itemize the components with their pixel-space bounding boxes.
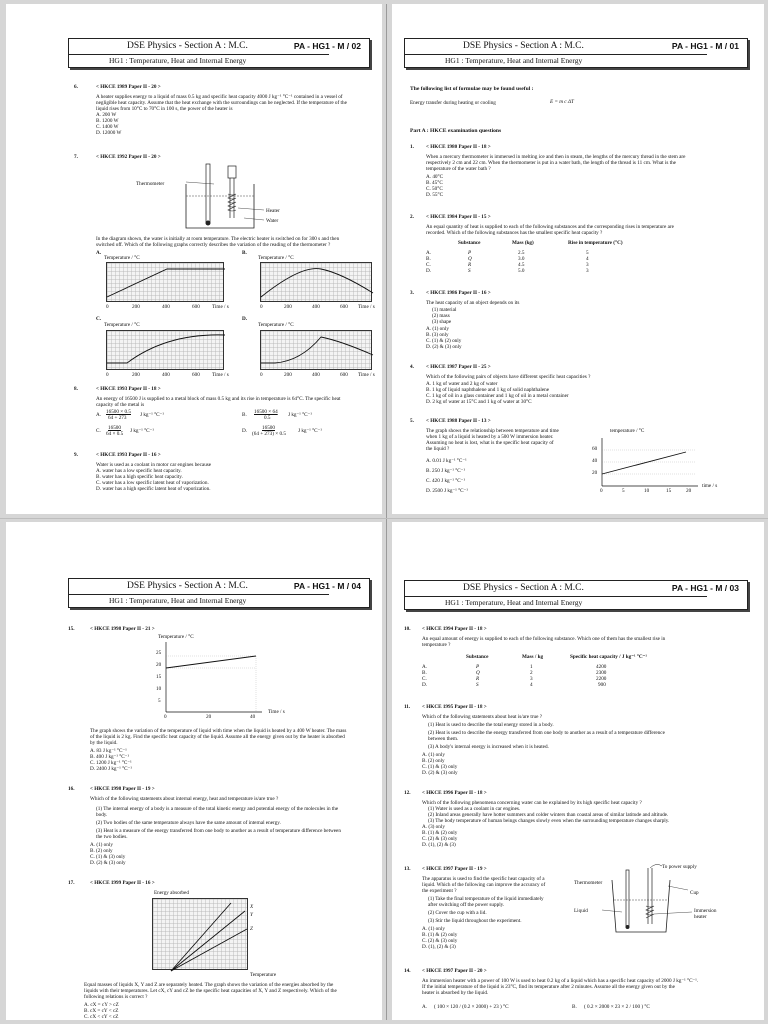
graph-xlabel: Time / s [358, 372, 375, 378]
graph-xtick: 5 [622, 488, 625, 494]
question-text-line: If the initial temperature of the liquid is 23°C, find its temperature after 2 minutes. Assume all the energy given out by the [422, 984, 675, 990]
graph-ytick: 15 [156, 674, 162, 680]
graph-tick: 200 [284, 372, 292, 378]
table-cell: P [468, 250, 472, 256]
header-subtitle: HG1 : Temperature, Heat and Internal Energy [69, 594, 329, 605]
graph-a [106, 262, 224, 302]
graph-xlabel: time / s [702, 483, 718, 489]
graph-ytick: 20 [156, 662, 162, 668]
option-c: C. (1) & (3) only [90, 854, 126, 860]
statement: body. [96, 812, 108, 818]
table-cell: Q [468, 256, 472, 262]
graph-ytick: 5 [158, 698, 161, 704]
statement: (1) material [432, 307, 457, 313]
question-source: < HKCE 1997 Paper II - 19 > [422, 866, 487, 872]
question-text-line: respectively 2 cm and 22 cm. When the thermometer is put in a water bath, the length of the thread is 11 cm. What is the [426, 160, 676, 166]
option-d: D. 2400 J kg⁻¹ °C⁻¹ [90, 766, 132, 772]
option-c-label: C. [96, 428, 101, 434]
table-cell: B. [426, 256, 431, 262]
graph-tick: 600 [340, 304, 348, 310]
question-text-line: Which of the following phenomena concerning water can be explained by its high specific heat capacity ? [422, 800, 642, 806]
statement: (3) Heat is a measure of the energy transferred from one body to another as a result of temperature difference between [96, 828, 341, 834]
table-cell: 900 [598, 682, 606, 688]
question-number: 5. [410, 418, 414, 424]
option-a: A. 40°C [426, 174, 444, 180]
option-d: D. 12000 W [96, 130, 122, 136]
option-b: B. 1200 W [96, 118, 119, 124]
statement: (2) Inland areas generally have hotter summers and colder winters than coastal areas of similar latitude and altitude. [428, 812, 669, 818]
table-cell: 3 [586, 268, 589, 274]
question-source: < HKCE 1989 Paper II - 20 > [96, 84, 161, 90]
question-text-line: An equal amount of energy is supplied to each of the following substance. Which one of them has the smallest rise in [422, 636, 666, 642]
question-text-line: The apparatus is used to find the specific heat capacity of a [422, 876, 545, 882]
option-c: C. 1200 J kg⁻¹ °C⁻¹ [90, 760, 132, 766]
question-text-line: Which of the following statements about heat is/are true ? [422, 714, 542, 720]
option-b-label: B. [572, 1004, 577, 1010]
table-cell: Q [476, 670, 480, 676]
question-text-line: the experiment ? [422, 888, 457, 894]
option-b: B. (1) & (2) only [422, 932, 458, 938]
graph-label-a: A. [96, 250, 102, 256]
table-cell: B. [422, 670, 427, 676]
graph-label-c: C. [96, 316, 102, 322]
table-header: Mass / kg [522, 654, 544, 660]
table-cell: R [468, 262, 472, 268]
series-label-z: Z [250, 926, 253, 932]
question-source: < HKCE 1997 Paper II - 20 > [422, 968, 487, 974]
question-source: < HKCE 1994 Paper II - 18 > [422, 626, 487, 632]
option-a: A. (3) only [422, 824, 445, 830]
option-a: A. 83 J kg⁻¹ °C⁻¹ [90, 748, 127, 754]
table-cell: 2 [530, 670, 533, 676]
option-b: B. cX = cY < cZ [84, 1008, 119, 1014]
table-cell: A. [426, 250, 432, 256]
graph-xlabel: Time / s [212, 372, 229, 378]
graph-ylabel: Temperature / °C [104, 322, 140, 328]
option-a-denominator: 64 + 273 [108, 415, 127, 421]
question-number: 4. [410, 364, 414, 370]
formula: E = m c ΔT [550, 99, 574, 105]
question-text-line: temperature ? [422, 642, 451, 648]
header-title: DSE Physics - Section A : M.C. [127, 581, 248, 591]
graph-tick: 400 [162, 372, 170, 378]
option-unit: J kg⁻¹ °C⁻¹ [140, 412, 164, 418]
graph-ylabel: Energy absorbed [154, 890, 189, 896]
statement: between them. [428, 736, 459, 742]
question-text-line: Assuming no heat is lost, what is the specific heat capacity of [426, 440, 554, 446]
table-cell: 4.5 [518, 262, 525, 268]
table-cell: 3 [586, 262, 589, 268]
question-text-line: liquid. Which of the following can improve the accuracy of [422, 882, 546, 888]
graph-ylabel: Temperature / °C [258, 322, 294, 328]
formula-heading: The following list of formulae may be found useful : [410, 86, 534, 92]
table-cell: D. [422, 682, 428, 688]
question-text-line: the liquid ? [426, 446, 450, 452]
question-number: 12. [404, 790, 411, 796]
question-number: 3. [410, 290, 414, 296]
graph-tick: 400 [312, 372, 320, 378]
question-number: 17. [68, 880, 75, 886]
graph-ytick: 25 [156, 650, 162, 656]
table-cell: 3 [530, 676, 533, 682]
question-text-line: A heater supplies energy to a liquid of mass 0.5 kg and specific heat capacity 4000 J kg⁻¹ °C⁻¹ contained in a vessel of [96, 94, 343, 100]
graph-xtick: 40 [250, 714, 256, 720]
question-text-line: When a mercury thermometer is immersed in melting ice and then in steam, the lengths of the mercury thread in the stem are [426, 154, 686, 160]
table-header: Rise in temperature (°C) [568, 240, 623, 246]
graph-c [106, 330, 224, 370]
table-cell: 1 [530, 664, 533, 670]
question-source: < HKCE 1988 Paper II - 13 > [426, 418, 491, 424]
graph-label-d: D. [242, 316, 248, 322]
page-01 [392, 4, 764, 514]
graph-ytick: 40 [592, 458, 598, 464]
option-d: D. (2) & (3) only [422, 770, 458, 776]
series-label-y: Y [250, 912, 253, 918]
table-cell: C. [426, 262, 431, 268]
header-code: PA - HG1 - M / 02 [293, 41, 361, 51]
statement: (3) shape [432, 319, 452, 325]
question-text-line: capacity of the metal is [96, 402, 145, 408]
option-d: D. (1), (2) & (3) [422, 944, 456, 950]
part-heading: Part A : HKCE examination questions [410, 128, 502, 134]
table-header: Mass (kg) [512, 240, 534, 246]
option-b: B. (2) only [90, 848, 113, 854]
question-number: 9. [74, 452, 78, 458]
formula-label: Energy transfer during heating or cooling [410, 100, 496, 106]
option-c: C. 1400 W [96, 124, 119, 130]
option-unit: J kg⁻¹ °C⁻¹ [130, 428, 154, 434]
label-water: Water [266, 218, 279, 224]
table-cell: 2200 [596, 676, 607, 682]
graph-xlabel: Time / s [212, 304, 229, 310]
question-source: < HKCE 1986 Paper II - 16 > [426, 290, 491, 296]
table-header: Substance [458, 240, 481, 246]
label-cup: Cup [690, 890, 699, 896]
statement: (2) Heat is used to describe the energy transferred from one body to another as a result of a temperature difference [428, 730, 665, 736]
option-b: B. 400 J kg⁻¹ °C⁻¹ [90, 754, 130, 760]
table-cell: R [476, 676, 480, 682]
option-a: A. (1) only [426, 326, 449, 332]
table-cell: 4 [530, 682, 533, 688]
table-cell: 5.0 [518, 268, 525, 274]
option-d-denominator: (64 + 273) × 0.5 [252, 431, 286, 437]
option-d-label: D. [242, 428, 248, 434]
label-thermometer: Thermometer [136, 181, 165, 187]
graph-xtick: 0 [600, 488, 603, 494]
table-cell: 4200 [596, 664, 607, 670]
graph-tick: 400 [162, 304, 170, 310]
header-code: PA - HG1 - M / 01 [671, 41, 739, 51]
graph-tick: 600 [192, 304, 200, 310]
question-text-line: recorded. Which of the following substances has the smallest specific heat capacity ? [426, 230, 603, 236]
question-text-line: The graph shows the variation of the temperature of liquid with time when the liquid is heated by a 400 W heater. The mass [90, 728, 347, 734]
question-number: 6. [74, 84, 78, 90]
question-number: 14. [404, 968, 411, 974]
header-subtitle: HG1 : Temperature, Heat and Internal Energy [405, 596, 707, 607]
question-source: < HKCE 1993 Paper II - 16 > [96, 452, 161, 458]
graph-d [260, 330, 372, 370]
question-text-line: of the liquid is 2 kg. Find the specific heat capacity of the liquid. Assume all the energy given out by the heater is absorbed [90, 734, 345, 740]
graph-ytick: 10 [156, 686, 162, 692]
option-a-label: A. [422, 1004, 428, 1010]
graph-ytick: 20 [592, 470, 598, 476]
header-title: DSE Physics - Section A : M.C. [463, 41, 584, 51]
option-b: B. 250 J kg⁻¹ °C⁻¹ [426, 468, 466, 474]
option-a: A. (1) only [90, 842, 113, 848]
page-header [68, 578, 370, 608]
table-cell: 2300 [596, 670, 607, 676]
option-c: C. (1) & (3) only [422, 764, 458, 770]
table-header: Specific heat capacity / J kg⁻¹ °C⁻¹ [570, 654, 647, 660]
statement: (1) Water is used as a coolant in car engines. [428, 806, 521, 812]
question-source: < HKCE 1993 Paper II - 18 > [96, 386, 161, 392]
table-cell: S [468, 268, 471, 274]
option-c: C. 50°C [426, 186, 443, 192]
question-text-line: Which of the following statements about internal energy, heat and temperature is/are true ? [90, 796, 279, 802]
question-text-line: by the liquid. [90, 740, 118, 746]
option-d: D. water has a high specific latent heat of vaporization. [96, 486, 211, 492]
option-b: B. (2) only [422, 758, 445, 764]
option-c: C. 1 kg of oil in a glass container and 1 kg of oil in a metal container [426, 393, 569, 399]
question-source: < HKCE 1992 Paper II - 20 > [96, 154, 161, 160]
apparatus-diagram [602, 866, 698, 936]
energy-temperature-graph [152, 898, 248, 970]
graph-xtick: 15 [666, 488, 672, 494]
graph-tick: 0 [260, 372, 263, 378]
option-d: D. 55°C [426, 192, 444, 198]
table-cell: 5 [586, 250, 589, 256]
option-d: D. (1), (2) & (3) [422, 842, 456, 848]
graph-xtick: 0 [164, 714, 167, 720]
graph-b [260, 262, 372, 302]
graph-tick: 0 [106, 372, 109, 378]
option-b: B. 45°C [426, 180, 443, 186]
option-b-numerator: 16500 × 64 [254, 409, 278, 415]
question-text-line: liquids with their temperatures. Let cX, cY and cZ be the specific heat capacities of X, Y and Z respectively. Which of the [84, 988, 337, 994]
question-text-line: An energy of 16500 J is supplied to a metal block of mass 0.5 kg and its rise in temperature is 64°C. The specific heat [96, 396, 341, 402]
option-a-expression: ( 100 × 120 / (0.2 × 2000) + 23 ) °C [434, 1004, 509, 1010]
statement: (2) Cover the cup with a lid. [428, 910, 487, 916]
page-gap-vertical [386, 4, 387, 1020]
header-code: PA - HG1 - M / 03 [671, 583, 739, 593]
question-source: < HKCE 1998 Paper II - 19 > [90, 786, 155, 792]
option-a: A. 0.01 J kg⁻¹ °C⁻¹ [426, 458, 467, 464]
option-unit: J kg⁻¹ °C⁻¹ [298, 428, 322, 434]
option-c-numerator: 16500 [108, 425, 121, 431]
table-cell: A. [422, 664, 428, 670]
table-cell: C. [422, 676, 427, 682]
graph-xtick: 20 [686, 488, 692, 494]
option-c: C. cX < cY < cZ [84, 1014, 119, 1020]
graph-xtick: 20 [206, 714, 212, 720]
option-a: A. (1) only [422, 752, 445, 758]
option-d: D. (2) & (3) only [90, 860, 126, 866]
question-text-line: In the diagram shown, the water is initially at room temperature. The electric heater is switched on for 300 s and then [96, 236, 340, 242]
graph-xlabel: Time / s [358, 304, 375, 310]
option-unit: J kg⁻¹ °C⁻¹ [288, 412, 312, 418]
page-header [404, 38, 748, 68]
table-cell: 3.0 [518, 256, 525, 262]
series-label-x: X [250, 904, 254, 910]
table-cell: 4 [586, 256, 589, 262]
option-b-label: B. [242, 412, 247, 418]
label-power-supply: To power supply [662, 864, 697, 870]
header-subtitle: HG1 : Temperature, Heat and Internal Energy [69, 54, 329, 65]
graph-xtick: 10 [644, 488, 650, 494]
option-b: B. (3) only [426, 332, 449, 338]
question-number: 8. [74, 386, 78, 392]
page-header [404, 580, 748, 610]
question-text-line: negligible heat capacity. Assume that the heat exchange with the surroundings can be neglected. If the temperature of the [96, 100, 347, 106]
statement: (1) The internal energy of a body is a measure of the total kinetic energy and potential energy of the molecules in the [96, 806, 339, 812]
header-subtitle: HG1 : Temperature, Heat and Internal Energy [405, 54, 707, 65]
question-number: 15. [68, 626, 75, 632]
question-text-line: An immersion heater with a power of 100 W is used to heat 0.2 kg of a liquid which has a specific heat capacity of 2000 J kg⁻¹ °C⁻¹. [422, 978, 699, 984]
question-text-line: heater is absorbed by the liquid. [422, 990, 489, 996]
graph-ytick: 60 [592, 446, 598, 452]
question-number: 16. [68, 786, 75, 792]
statement: (1) Take the final temperature of the liquid immediately [428, 896, 544, 902]
question-number: 1. [410, 144, 414, 150]
question-number: 11. [404, 704, 411, 710]
label-immersion-heater: Immersion heater [694, 908, 717, 921]
page-02 [6, 4, 382, 514]
statement: the two bodies. [96, 834, 128, 840]
option-d: D. 2 kg of water at 15°C and 1 kg of water at 30°C [426, 399, 532, 405]
question-text-line: when 1 kg of a liquid is heated by a 500 W immersion heater. [426, 434, 554, 440]
graph-tick: 200 [284, 304, 292, 310]
question-source: < HKCE 1996 Paper II - 18 > [422, 790, 487, 796]
option-a: A. water has a low specific heat capacity. [96, 468, 182, 474]
statement: (2) mass [432, 313, 450, 319]
beaker-diagram [184, 162, 274, 232]
statement: (2) Two bodies of the same temperature always have the same amount of internal energy. [96, 820, 281, 826]
question-text-line: An equal quantity of heat is supplied to each of the following substances and the corresponding rises in temperature are [426, 224, 674, 230]
question-text-line: Which of the following pairs of objects have different specific heat capacities ? [426, 374, 591, 380]
option-d: D. (2) & (3) only [426, 344, 462, 350]
table-cell: D. [426, 268, 432, 274]
graph-ylabel: Temperature / °C [258, 255, 294, 261]
option-b: B. water has a high specific heat capacity. [96, 474, 183, 480]
statement: after switching off the power supply. [428, 902, 505, 908]
question-text-line: switched off. Which of the following graphs correctly describes the variation of the reading of the thermometer ? [96, 242, 331, 248]
graph-ylabel: Temperature / °C [104, 255, 140, 261]
page-gap-horizontal [0, 518, 768, 519]
question-source: < HKCE 1998 Paper II - 21 > [90, 626, 155, 632]
question-number: 13. [404, 866, 411, 872]
question-source: < HKCE 1999 Paper II - 16 > [90, 880, 155, 886]
header-title: DSE Physics - Section A : M.C. [127, 41, 248, 51]
option-b-expression: ( 0.2 × 2000 × 23 × 2 / 100 ) °C [584, 1004, 650, 1010]
question-text-line: following relations is correct ? [84, 994, 148, 1000]
statement: (3) The body temperature of human beings changes slowly even when the surrounding temperature changes sharply. [428, 818, 670, 824]
statement: (1) Heat is used to describe the total energy stored in a body. [428, 722, 554, 728]
temperature-time-graph [146, 640, 266, 720]
option-a: A. (1) only [422, 926, 445, 932]
graph-ylabel: temperature / °C [610, 428, 645, 434]
graph-xlabel: Time / s [268, 709, 285, 715]
table-cell: 2.5 [518, 250, 525, 256]
option-c: C. (2) & (3) only [422, 836, 458, 842]
header-title: DSE Physics - Section A : M.C. [463, 583, 584, 593]
graph-tick: 200 [132, 304, 140, 310]
option-a-numerator: 16500 × 0.5 [106, 409, 131, 415]
option-b: B. 1 kg of liquid naphthalene and 1 kg of solid naphthalene [426, 387, 550, 393]
graph-tick: 600 [340, 372, 348, 378]
label-thermometer: Thermometer [574, 880, 603, 886]
graph-tick: 400 [312, 304, 320, 310]
statement: (3) A body's internal energy is increased when it is heated. [428, 744, 549, 750]
option-b: B. (1) & (2) only [422, 830, 458, 836]
option-c: C. (2) & (3) only [422, 938, 458, 944]
option-d: D. 2500 J kg⁻¹ °C⁻¹ [426, 488, 468, 494]
graph-xlabel: Temperature [250, 972, 277, 978]
question-text-line: temperature of the water bath ? [426, 166, 491, 172]
option-c: C. (1) & (2) only [426, 338, 462, 344]
graph-tick: 0 [106, 304, 109, 310]
graph-tick: 200 [132, 372, 140, 378]
question-number: 10. [404, 626, 411, 632]
question-text-line: liquid rises from 10°C to 70°C in 100 s, the power of the heater is [96, 106, 233, 112]
page-header [68, 38, 370, 68]
table-cell: P [476, 664, 480, 670]
question-text-line: The heat capacity of an object depends on its [426, 300, 520, 306]
page-04 [6, 522, 382, 1020]
option-c: C. water has a low specific latent heat of vaporization. [96, 480, 209, 486]
option-a: A. 200 W [96, 112, 117, 118]
graph-tick: 600 [192, 372, 200, 378]
header-code: PA - HG1 - M / 04 [293, 581, 361, 591]
option-a-label: A. [96, 412, 102, 418]
question-text-line: Equal masses of liquids X, Y and Z are separately heated. The graph shows the variation of the energies absorbed by the [84, 982, 334, 988]
question-text-line: Water is used as a coolant in motor car engines because [96, 462, 212, 468]
question-source: < HKCE 1984 Paper II - 15 > [426, 214, 491, 220]
option-a: A. 1 kg of water and 2 kg of water [426, 381, 498, 387]
page-03 [392, 522, 764, 1020]
question-number: 2. [410, 214, 414, 220]
table-header: Substance [466, 654, 489, 660]
option-d-numerator: 16500 [262, 425, 275, 431]
option-b-denominator: 0.5 [264, 415, 271, 421]
question-source: < HKCE 1980 Paper II - 18 > [426, 144, 491, 150]
label-heater: Heater [266, 208, 280, 214]
label-liquid: Liquid [574, 908, 588, 914]
option-c-denominator: 64 × 0.5 [106, 431, 124, 437]
table-cell: S [476, 682, 479, 688]
question-text-line: The graph shows the relationship between temperature and time [426, 428, 559, 434]
option-c: C. 420 J kg⁻¹ °C⁻¹ [426, 478, 466, 484]
question-number: 7. [74, 154, 78, 160]
option-a: A. cX = cY > cZ [84, 1002, 119, 1008]
question-source: < HKCE 1987 Paper II - 25 > [426, 364, 491, 370]
question-source: < HKCE 1995 Paper II - 18 > [422, 704, 487, 710]
temperature-time-graph [592, 434, 702, 496]
graph-tick: 0 [260, 304, 263, 310]
graph-ylabel: Temperature / °C [158, 634, 194, 640]
graph-label-b: B. [242, 250, 247, 256]
statement: (3) Stir the liquid throughout the experiment. [428, 918, 522, 924]
